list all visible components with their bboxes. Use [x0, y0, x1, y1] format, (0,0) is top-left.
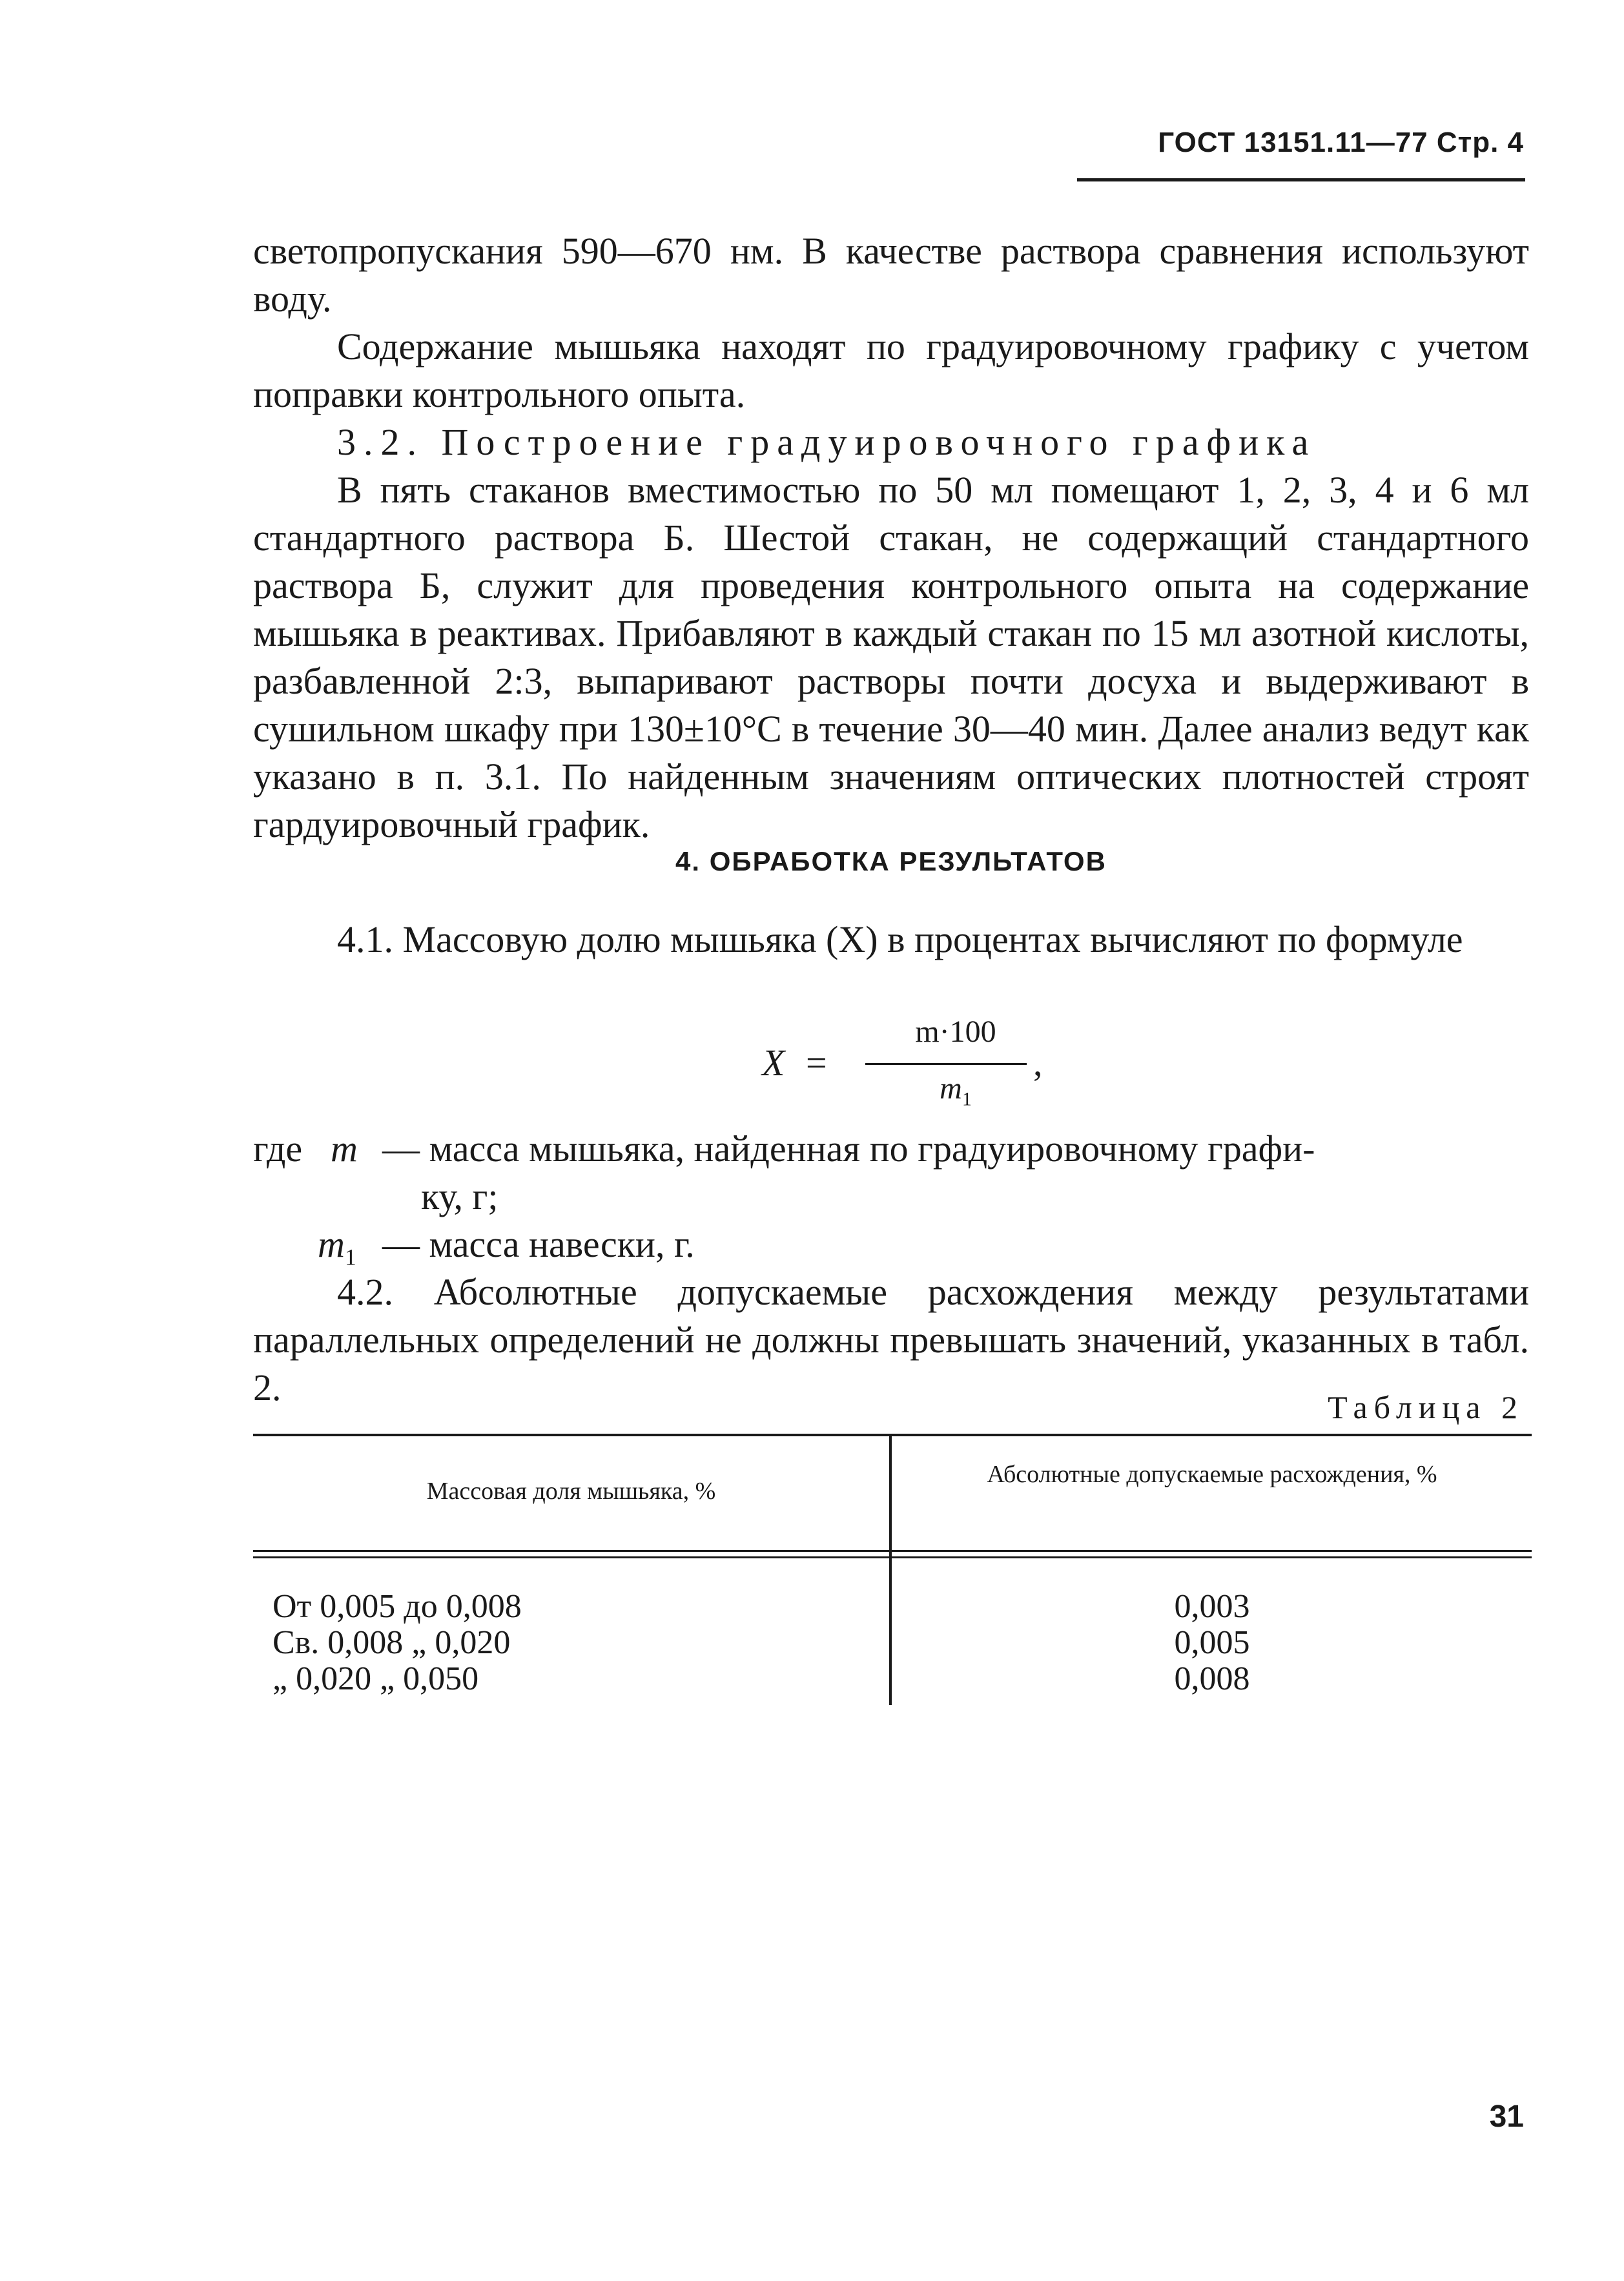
page-number: 31	[1489, 2100, 1524, 2134]
header-rule	[1077, 178, 1525, 181]
table-cell-range: Св. 0,008 „ 0,020	[272, 1624, 511, 1661]
paragraph-2: Содержание мышьяка находят по градуировочному графику с учетом поправки контрольного опыта.	[253, 325, 1529, 415]
formula-lhs: X	[762, 1042, 785, 1084]
paragraph-3-2: В пять стаканов вместимостью по 50 мл помещают 1, 2, 3, 4 и 6 мл стандартного раствора Б. Шестой стакан, не содержащий стандартного раствора Б, служит для проведения контрольного опыта на содержание мышьяка в реактивах. Прибавляют в каждый стакан по 15 мл азотной кислоты, разбавленной 2:3, выпаривают растворы почти досуха и выдерживают в сушильном шкафу при 130±10°C в течение 30—40 мин. Далее анализ ведут как указано в п. 3.1. По найденным значениям оптических плотностей строят гардуировочный график.	[253, 469, 1529, 845]
table-cell-value: 0,003	[1174, 1588, 1250, 1625]
table-cell-value: 0,008	[1174, 1660, 1250, 1697]
definition-m-line1: — масса мышьяка, найденная по градуировочному графи-	[382, 1128, 1315, 1170]
subsection-heading-3-2: 3.2. Построение градуировочного графика	[337, 421, 1317, 463]
section-title: 4. ОБРАБОТКА РЕЗУЛЬТАТОВ	[675, 846, 1107, 876]
formula-denominator-var: m	[940, 1071, 962, 1106]
table-cell-range: „ 0,020 „ 0,050	[272, 1660, 479, 1697]
body-text-4-1	[253, 916, 1529, 964]
table-cell-value: 0,005	[1174, 1624, 1250, 1661]
table-cell-range: От 0,005 до 0,008	[272, 1588, 522, 1625]
table-header-rule-1	[253, 1550, 1532, 1552]
paragraph-4-2: 4.2. Абсолютные допускаемые расхождения между результатами параллельных определений не должны превышать значений, указанных в табл. 2.	[253, 1271, 1529, 1409]
symbol-m: m	[331, 1128, 358, 1170]
symbol-m1-var: m	[318, 1223, 345, 1265]
table-top-rule	[253, 1434, 1532, 1436]
paragraph-4-1: 4.1. Массовую долю мышьяка (X) в процентах вычисляют по формуле	[337, 918, 1463, 960]
definition-row-m-cont	[253, 1173, 1529, 1221]
table-header-rule-2	[253, 1556, 1532, 1558]
paragraph-1: светопропускания 590—670 нм. В качестве раствора сравнения используют воду.	[253, 230, 1529, 320]
table-header-tolerance: Абсолютные допускаемые расхождения, %	[987, 1461, 1437, 1488]
variable-definitions	[253, 1125, 1529, 1268]
definition-m-line2: ку, г;	[421, 1175, 499, 1217]
formula-fraction-bar	[865, 1063, 1027, 1065]
tolerance-table	[253, 1434, 1532, 1705]
formula-denominator	[881, 1071, 1030, 1111]
formula-mass-fraction	[762, 1014, 1043, 1117]
body-text-top	[253, 227, 1529, 849]
formula-equals: =	[806, 1042, 827, 1084]
page-header: ГОСТ 13151.11—77 Стр. 4	[1158, 127, 1524, 158]
formula-comma: ,	[1033, 1042, 1043, 1084]
definition-row-m	[253, 1125, 1529, 1173]
where-lead: где	[253, 1128, 303, 1170]
table-title: Таблица 2	[1328, 1389, 1524, 1425]
formula-denominator-sub: 1	[961, 1088, 972, 1110]
formula-numerator: m·100	[915, 1015, 996, 1049]
definition-m1: — масса навески, г.	[382, 1223, 695, 1265]
table-column-divider	[889, 1434, 892, 1705]
symbol-m1-sub: 1	[344, 1244, 356, 1270]
definition-row-m1	[253, 1221, 1529, 1268]
table-header-mass-fraction: Массовая доля мышьяка, %	[426, 1478, 716, 1505]
